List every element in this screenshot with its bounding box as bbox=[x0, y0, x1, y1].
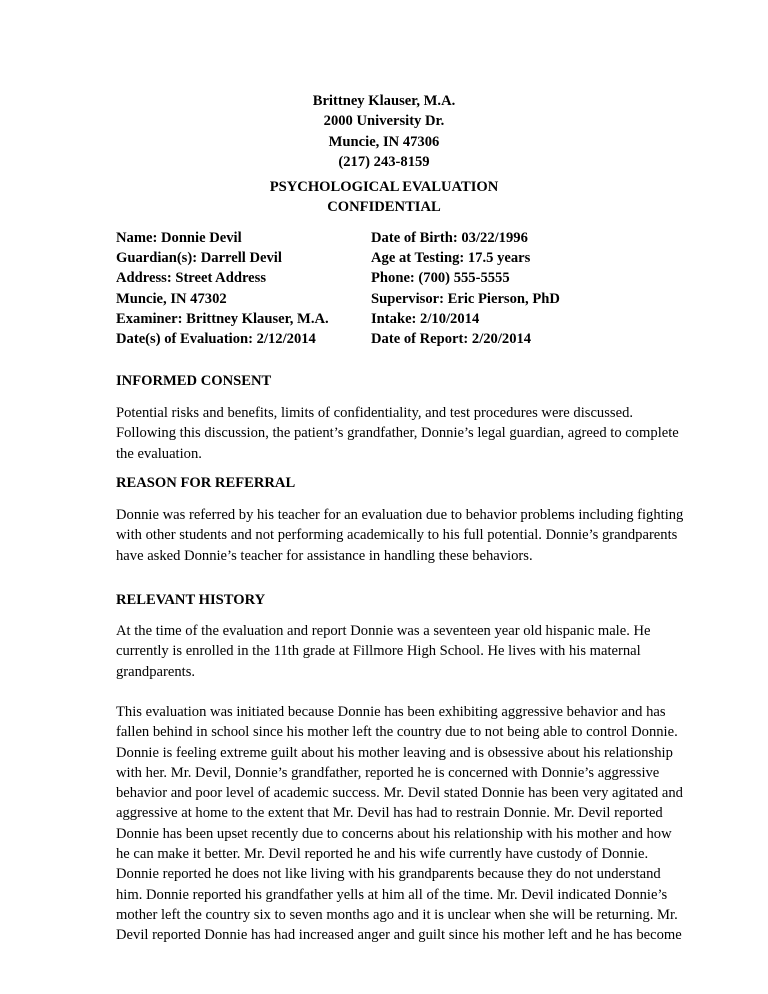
paragraph-line: have asked Donnie’s teacher for assistance in handling these behaviors. bbox=[116, 547, 533, 564]
section-heading: INFORMED CONSENT bbox=[116, 373, 272, 389]
info-supervisor: Supervisor: Eric Pierson, PhD bbox=[371, 290, 560, 307]
patient-info-right bbox=[371, 228, 560, 349]
paragraph-line: he can make it better. Mr. Devil reported he and his wife currently have custody of Donnie. bbox=[116, 846, 649, 863]
info-address: Address: Street Address bbox=[116, 270, 266, 287]
paragraph-line: currently is enrolled in the 11th grade at Fillmore High School. He lives with his maternal bbox=[116, 643, 641, 660]
info-name: Name: Donnie Devil bbox=[116, 230, 242, 246]
consent-paragraph bbox=[116, 403, 679, 464]
paragraph-line: This evaluation was initiated because Donnie has been exhibiting aggressive behavior and has bbox=[116, 704, 666, 720]
paragraph-line: Potential risks and benefits, limits of confidentiality, and test procedures were discussed. bbox=[116, 405, 634, 421]
examiner-street: 2000 University Dr. bbox=[323, 113, 445, 130]
section-heading: REASON FOR REFERRAL bbox=[116, 475, 296, 491]
paragraph-line: At the time of the evaluation and report Donnie was a seventeen year old hispanic male. He bbox=[116, 623, 651, 639]
info-examiner: Examiner: Brittney Klauser, M.A. bbox=[116, 310, 329, 327]
info-report-date: Date of Report: 2/20/2014 bbox=[371, 330, 532, 347]
paragraph-line: Donnie has been upset recently due to concerns about his relationship with his mother and how bbox=[116, 825, 672, 842]
info-age: Age at Testing: 17.5 years bbox=[371, 250, 531, 267]
info-dob: Date of Birth: 03/22/1996 bbox=[371, 230, 528, 246]
info-intake: Intake: 2/10/2014 bbox=[371, 310, 480, 327]
paragraph-line: with other students and not performing academically to his full potential. Donnie’s grandparents bbox=[116, 527, 678, 544]
paragraph-line: him. Donnie reported his grandfather yells at him all of the time. Mr. Devil indicated Donnie’s bbox=[116, 886, 668, 903]
document-title bbox=[0, 177, 768, 218]
info-eval-date: Date(s) of Evaluation: 2/12/2014 bbox=[116, 330, 316, 347]
examiner-header bbox=[0, 91, 768, 173]
paragraph-line: grandparents. bbox=[116, 663, 196, 680]
paragraph-line: Donnie is feeling extreme guilt about his mother leaving and is obsessive about his relationship bbox=[116, 744, 673, 761]
section-reason-for-referral bbox=[116, 473, 676, 493]
examiner-name: Brittney Klauser, M.A. bbox=[312, 93, 456, 109]
paragraph-line: mother left the country six to seven months ago and it is unclear when she will be returning. Mr. bbox=[116, 906, 678, 923]
section-relevant-history bbox=[116, 590, 676, 610]
paragraph-line: Devil reported Donnie has had increased anger and guilt since his mother left and he has become bbox=[116, 927, 682, 944]
referral-paragraph bbox=[116, 505, 684, 566]
section-heading: RELEVANT HISTORY bbox=[116, 592, 266, 608]
paragraph-line: behavior and poor level of academic success. Mr. Devil stated Donnie has been very agitated and bbox=[116, 785, 683, 802]
paragraph-line: fallen behind in school since his mother left the country due to not being able to control Donnie. bbox=[116, 724, 678, 741]
section-informed-consent bbox=[116, 371, 676, 391]
paragraph-line: with her. Mr. Devil, Donnie’s grandfather, reported he is concerned with Donnie’s aggressive bbox=[116, 764, 660, 781]
title-line-2: CONFIDENTIAL bbox=[327, 199, 441, 216]
paragraph-line: the evaluation. bbox=[116, 445, 202, 462]
history-paragraph-1 bbox=[116, 621, 676, 682]
examiner-phone: (217) 243-8159 bbox=[338, 154, 430, 171]
paragraph-line: Donnie was referred by his teacher for an evaluation due to behavior problems including fighting bbox=[116, 507, 684, 523]
info-guardian: Guardian(s): Darrell Devil bbox=[116, 250, 282, 267]
title-line-1: PSYCHOLOGICAL EVALUATION bbox=[269, 179, 499, 195]
paragraph-line: aggressive at home to the extent that Mr. Devil has had to restrain Donnie. Mr. Devil reported bbox=[116, 805, 663, 822]
paragraph-line: Donnie reported he does not like living with his grandparents because they do not understand bbox=[116, 866, 661, 883]
info-phone: Phone: (700) 555-5555 bbox=[371, 270, 510, 287]
info-city: Muncie, IN 47302 bbox=[116, 290, 227, 307]
paragraph-line: Following this discussion, the patient’s grandfather, Donnie’s legal guardian, agreed to complete bbox=[116, 425, 679, 442]
examiner-city: Muncie, IN 47306 bbox=[328, 133, 440, 150]
patient-info-left bbox=[116, 228, 329, 349]
history-paragraph-2 bbox=[116, 702, 683, 946]
